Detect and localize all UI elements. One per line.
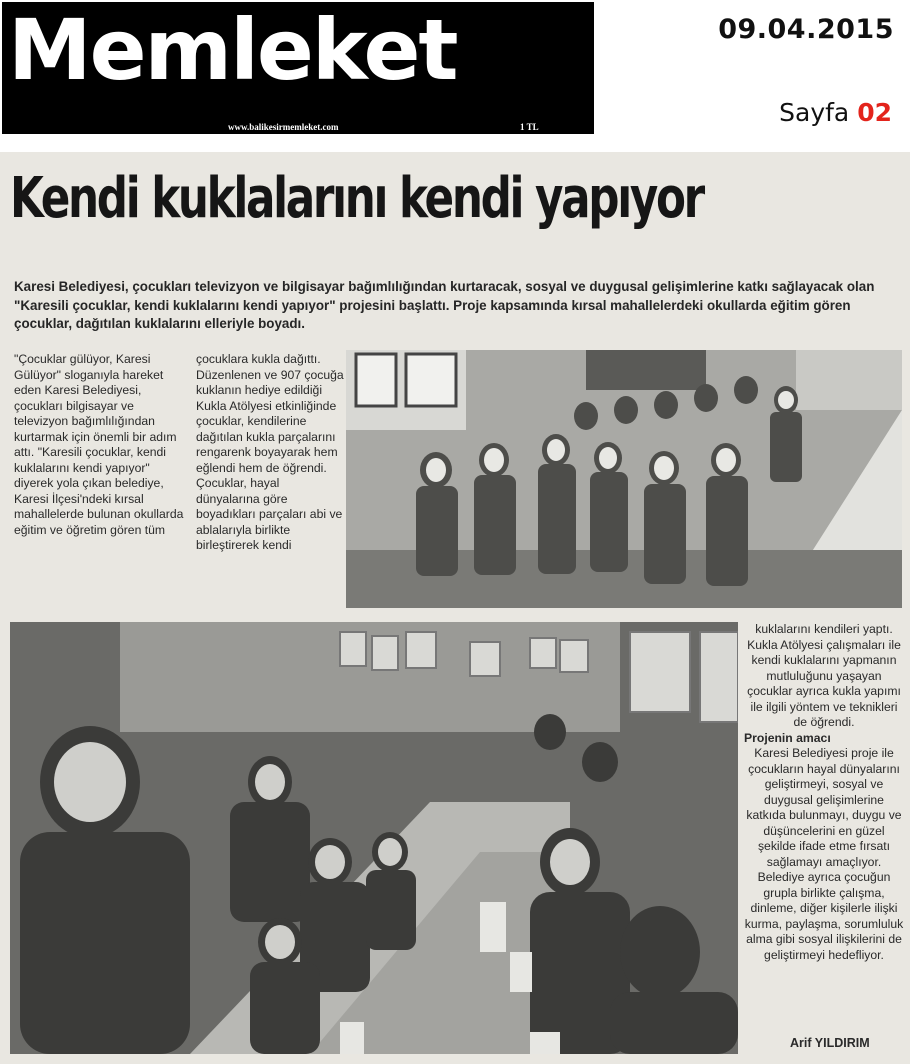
price-label: 1 TL [520,122,539,132]
children-painting-puppets-photo [10,622,738,1054]
article-headline: Kendi kuklalarını kendi yapıyor [10,166,703,231]
article-lead: Karesi Belediyesi, çocukları televizyon ve bilgisayar bağımlılığından kurtaracak, sosyal ve duygusal gelişimlerine katkı sağlayacak olan "Karesili çocuklar, kendi kuklalarını kendi yapıyor" projesini başlattı. Proje kapsamında kırsal mahallelerdeki okullarda eğitim gören çocuklar, dağıtılan kuklalarını elleriyle boyadı. [14,279,875,331]
page-label [779,98,892,127]
article-column-1: "Çocuklar gülüyor, Karesi Gülüyor" sloganıyla hareket eden Karesi Belediyesi, çocukları bilgisayar ve televizyon bağımlılığından kurtarmak için önemli bir adım attı. "Karesili çocuklar, kendi kuklalarını kendi yapıyor" diyerek yola çıkan belediye, Karesi İlçesi'ndeki kırsal mahallelerde bulunan okullarda eğitim ve öğretim gören tüm [14,352,184,537]
site-url: www.balikesirmemleket.com [228,122,339,132]
article-column-2: çocuklara kukla dağıttı. Düzenlenen ve 907 çocuğa kuklanın hediye edildiği Kukla Atölyesi etkinliğinde çocuklar, kendilerine dağıtılan kukla parçalarını rengarenk boyayarak hem eğlendi hem de öğrendi. Çocuklar, hayal dünyalarına göre boyadıkları parçaları abi ve ablalarıyla birlikte birleştirerek kendi [196,352,344,552]
children-with-puppets-photo [346,350,902,608]
photo-illustration [346,350,902,608]
article-subheading: Projenin amacı [744,730,831,745]
article-column-3-paragraph-2: Karesi Belediyesi proje ile çocukların hayal dünyalarını geliştirmeyi, sosyal ve duygusal gelişimlerine katkıda bulunmayı, duygu ve düşüncelerini en güzel şekilde ifade etme fırsatı sağlamayı amaçlıyor. Belediye ayrıca çocuğun grupla birlikte çalışma, dinleme, diğer kişilerle ilişki kurma, paylaşma, sorumluluk alma gibi sosyal ilişkilerini de geliştirmeyi hedefliyor. [744,746,904,962]
issue-date: 09.04.2015 [718,14,894,45]
article-column-3 [744,622,904,963]
article-clipping [0,152,910,1064]
newspaper-logo: Memleket [8,1,457,99]
article-byline: Arif YILDIRIM [790,1036,870,1050]
page-number: 02 [857,98,892,127]
article-column-3-paragraph-1: kuklalarını kendileri yaptı. Kukla Atölyesi çalışmaları ile kendi kuklalarını yapmanın mutluluğunu yaşayan çocuklar ayrıca kukla yapımı ile ilgili yöntem ve teknikleri de öğrendi. [747,622,901,729]
photo-illustration [10,622,738,1054]
masthead [2,2,594,134]
page-word: Sayfa [779,98,850,127]
